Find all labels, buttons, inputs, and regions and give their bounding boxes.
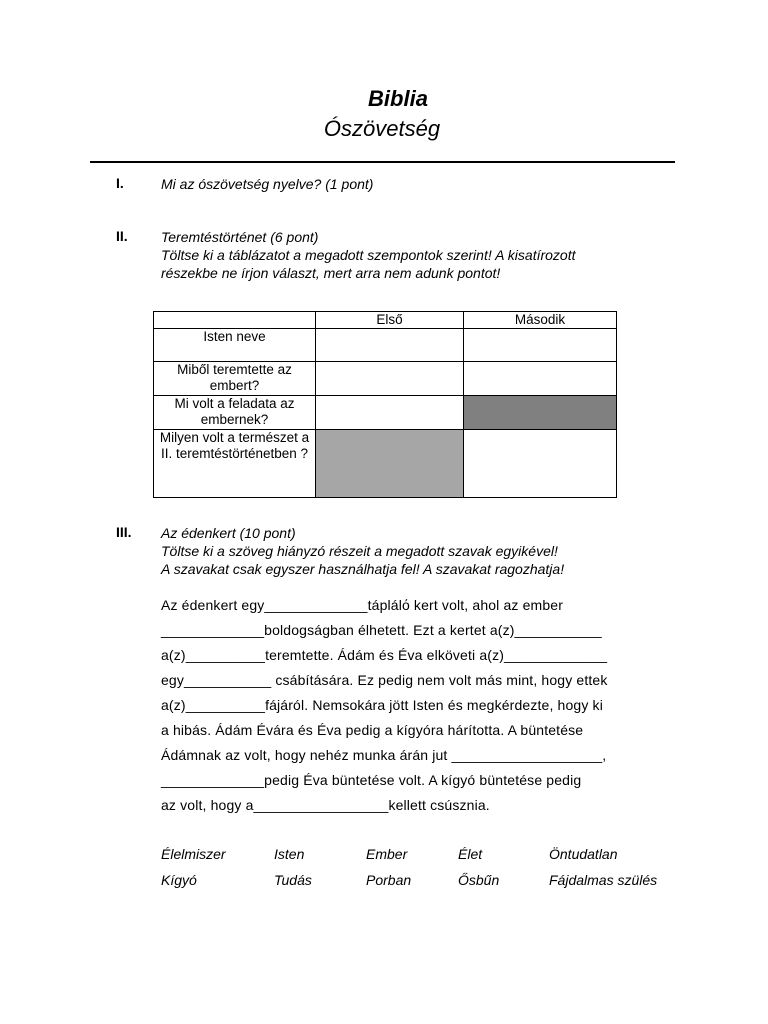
section-2-instruction-line: Töltse ki a táblázatot a megadott szempontok szerint! A kisatírozott xyxy=(161,247,576,263)
row-label: Miből teremtette az embert? xyxy=(154,362,316,396)
section-2-instruction-line: részekbe ne írjon választ, mert arra nem adunk pontot! xyxy=(161,265,501,281)
section-1-number: I. xyxy=(116,175,124,191)
section-3-title: Az édenkert (10 pont) xyxy=(161,525,296,541)
section-3-text xyxy=(161,524,564,578)
section-3-number: III. xyxy=(116,524,132,540)
word-bank-item: Porban xyxy=(366,872,412,888)
page-title: Biblia xyxy=(368,86,428,111)
answer-cell-second[interactable] xyxy=(464,329,617,362)
row-label: Mi volt a feladata az embernek? xyxy=(154,396,316,430)
section-1-question xyxy=(161,175,373,193)
answer-cell-first[interactable] xyxy=(316,362,464,396)
answer-cell-second[interactable] xyxy=(464,430,617,498)
cloze-line: _____________boldogságban élhetett. Ezt a kertet a(z)___________ xyxy=(161,622,602,638)
section-2-text xyxy=(161,228,576,282)
table-row xyxy=(154,329,617,362)
word-bank-item: Ember xyxy=(366,846,408,862)
answer-cell-first[interactable] xyxy=(316,329,464,362)
answer-cell-first[interactable] xyxy=(316,396,464,430)
title-divider xyxy=(90,161,675,163)
row-label: Milyen volt a természet a II. teremtéstörténetben ? xyxy=(154,430,316,498)
cloze-line: _____________pedig Éva büntetése volt. A kígyó büntetése pedig xyxy=(161,772,582,788)
word-bank-item: Ősbűn xyxy=(458,872,500,888)
word-bank-item: Élelmiszer xyxy=(161,846,226,862)
cloze-line: a hibás. Ádám Évára és Éva pedig a kígyóra hárította. A büntetése xyxy=(161,722,584,738)
section-2-number: II. xyxy=(116,228,128,244)
word-bank-item: Isten xyxy=(274,846,305,862)
table-header-empty xyxy=(154,312,316,329)
cloze-line: az volt, hogy a_________________kellett csúsznia. xyxy=(161,797,490,813)
word-bank-item: Öntudatlan xyxy=(549,846,618,862)
cloze-line: egy___________ csábítására. Ez pedig nem volt más mint, hogy ettek xyxy=(161,672,608,688)
row-label: Isten neve xyxy=(154,329,316,362)
word-bank-item: Élet xyxy=(458,846,483,862)
cloze-paragraph xyxy=(161,593,608,818)
hatched-cell xyxy=(464,396,617,430)
section-1-title: Mi az ószövetség nyelve? (1 pont) xyxy=(161,176,374,192)
answer-cell-second[interactable] xyxy=(464,362,617,396)
page-subtitle: Ószövetség xyxy=(323,116,441,141)
word-bank-item: Kígyó xyxy=(161,872,197,888)
cloze-line: Az édenkert egy_____________táplálό kert volt, ahol az ember xyxy=(161,597,564,613)
cloze-line: a(z)__________teremtette. Ádám és Éva elköveti a(z)_____________ xyxy=(161,647,608,663)
creation-table xyxy=(153,311,617,498)
cloze-line: Ádámnak az volt, hogy nehéz munka árán jut ___________________, xyxy=(161,747,607,763)
section-3-instruction-line: A szavakat csak egyszer használhatja fel! A szavakat ragozhatja! xyxy=(161,561,565,577)
table-header-first: Első xyxy=(316,312,464,329)
hatched-cell xyxy=(316,430,464,498)
table-header-second: Második xyxy=(464,312,617,329)
cloze-line: a(z)__________fájáról. Nemsokára jött Isten és megkérdezte, hogy ki xyxy=(161,697,603,713)
word-bank-item: Tudás xyxy=(274,872,312,888)
section-3-instruction-line: Töltse ki a szöveg hiányzó részeit a megadott szavak egyikével! xyxy=(161,543,558,559)
table-row xyxy=(154,430,617,498)
table-row xyxy=(154,396,617,430)
table-header-row xyxy=(154,312,617,329)
word-bank-item: Fájdalmas szülés xyxy=(549,872,658,888)
table-row xyxy=(154,362,617,396)
section-2-title: Teremtéstörténet (6 pont) xyxy=(161,229,319,245)
